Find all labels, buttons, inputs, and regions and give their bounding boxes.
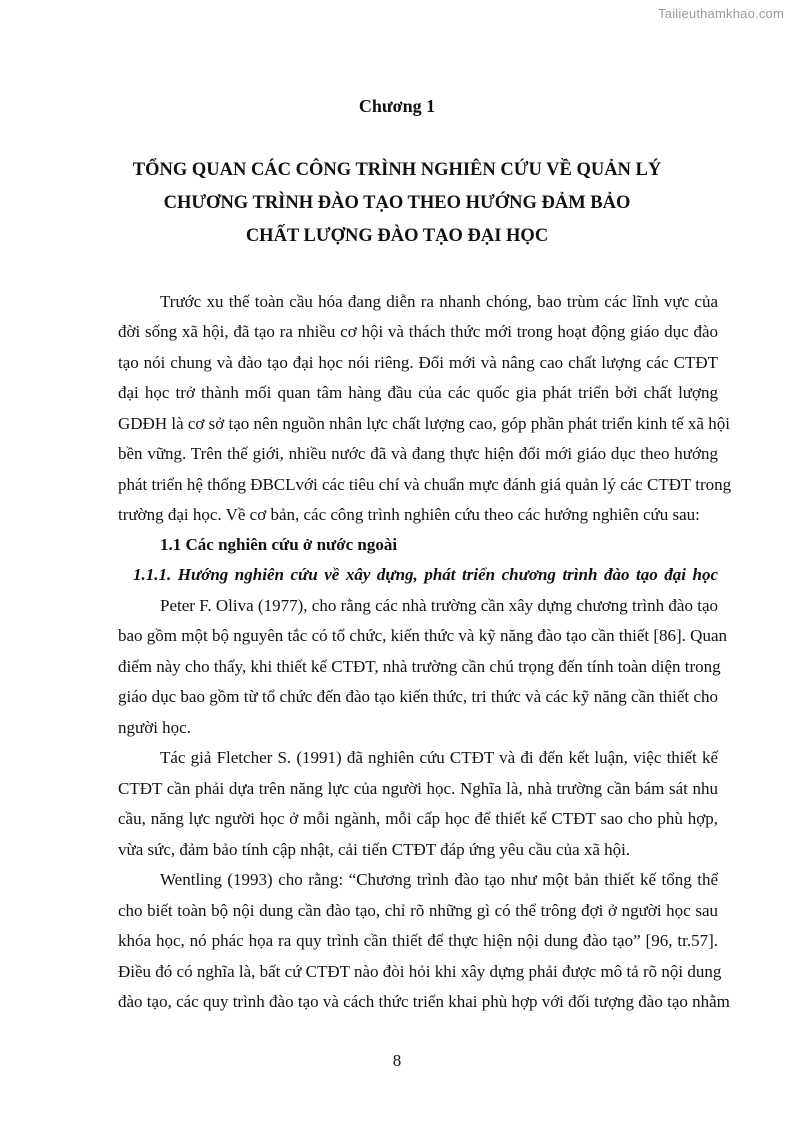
paragraph-line: giáo dục bao gồm từ tổ chức đến đào tạo kiến thức, tri thức và các kỹ năng cần thiết cho xyxy=(118,687,718,706)
page-number: 8 xyxy=(392,1051,402,1070)
paragraph-line: khóa học, nó phác họa ra quy trình cần thiết để thực hiện nội dung đào tạo” [96, tr.57]. xyxy=(118,931,718,950)
paragraph-line: GDĐH là cơ sở tạo nên nguồn nhân lực chất lượng cao, góp phần phát triển kinh tế xã hội xyxy=(118,414,730,433)
paragraph-line: tạo nói chung và đào tạo đại học nói riêng. Đổi mới và nâng cao chất lượng các CTĐT xyxy=(118,353,718,372)
paragraph-line: Trước xu thế toàn cầu hóa đang diễn ra nhanh chóng, bao trùm các lĩnh vực của xyxy=(160,292,718,311)
watermark: Tailieuthamkhao.com xyxy=(658,6,784,21)
paragraph-line: cầu, năng lực người học ở mỗi ngành, mỗi cấp học để thiết kế CTĐT sao cho phù hợp, xyxy=(118,809,718,828)
paragraph-line: người học. xyxy=(118,718,191,737)
paragraph-line: vừa sức, đảm bảo tính cập nhật, cải tiến CTĐT đáp ứng yêu cầu của xã hội. xyxy=(118,840,631,859)
paragraph-line: cho biết toàn bộ nội dung cần đào tạo, chỉ rõ những gì có thể trông đợi ở người học sau xyxy=(118,901,718,920)
paragraph-line: Wentling (1993) cho rằng: “Chương trình đào tạo như một bản thiết kế tổng thể xyxy=(160,870,718,889)
paragraph-line: bao gồm một bộ nguyên tắc có tổ chức, kiến thức và kỹ năng đào tạo cần thiết [86]. Quan xyxy=(118,626,728,645)
chapter-title-line: CHẤT LƯỢNG ĐÀO TẠO ĐẠI HỌC xyxy=(245,226,549,246)
paragraph-line: đào tạo, các quy trình đào tạo và cách thức triển khai phù hợp với đối tượng đào tạo nhằm xyxy=(118,992,730,1011)
paragraph-line: đại học trở thành mối quan tâm hàng đầu của các quốc gia phát triển bởi chất lượng xyxy=(118,383,718,402)
paragraph-line: bền vững. Trên thế giới, nhiều nước đã và đang thực hiện đổi mới giáo dục theo hướng xyxy=(118,444,718,463)
chapter-title-line: CHƯƠNG TRÌNH ĐÀO TẠO THEO HƯỚNG ĐẢM BẢO xyxy=(163,193,631,213)
section-heading-1-1: 1.1 Các nghiên cứu ở nước ngoài xyxy=(160,535,398,554)
section-heading-1-1-1: 1.1.1. Hướng nghiên cứu về xây dựng, phát triển chương trình đào tạo đại học xyxy=(133,565,718,584)
paragraph-line: phát triển hệ thống ĐBCLvới các tiêu chí và chuẩn mực đánh giá quản lý các CTĐT trong xyxy=(118,475,732,494)
paragraph-line: CTĐT cần phải dựa trên năng lực của người học. Nghĩa là, nhà trường cần bám sát nhu xyxy=(118,779,718,798)
paragraph-line: điểm này cho thấy, khi thiết kế CTĐT, nhà trường cần chú trọng đến tính toàn diện trong xyxy=(118,657,721,676)
paragraph-line: Tác giả Fletcher S. (1991) đã nghiên cứu CTĐT và đi đến kết luận, việc thiết kế xyxy=(160,748,718,767)
paragraph-line: trường đại học. Về cơ bản, các công trình nghiên cứu theo các hướng nghiên cứu sau: xyxy=(118,505,700,524)
paragraph-line: Điều đó có nghĩa là, bất cứ CTĐT nào đòi hỏi khi xây dựng phải được mô tả rõ nội dung xyxy=(118,962,722,981)
paragraph-line: đời sống xã hội, đã tạo ra nhiều cơ hội và thách thức mới trong hoạt động giáo dục đào xyxy=(118,322,718,341)
chapter-label: Chương 1 xyxy=(358,96,436,116)
paragraph-line: Peter F. Oliva (1977), cho rằng các nhà trường cần xây dựng chương trình đào tạo xyxy=(160,596,718,615)
chapter-title-line: TỔNG QUAN CÁC CÔNG TRÌNH NGHIÊN CỨU VỀ QUẢN LÝ xyxy=(132,160,662,180)
